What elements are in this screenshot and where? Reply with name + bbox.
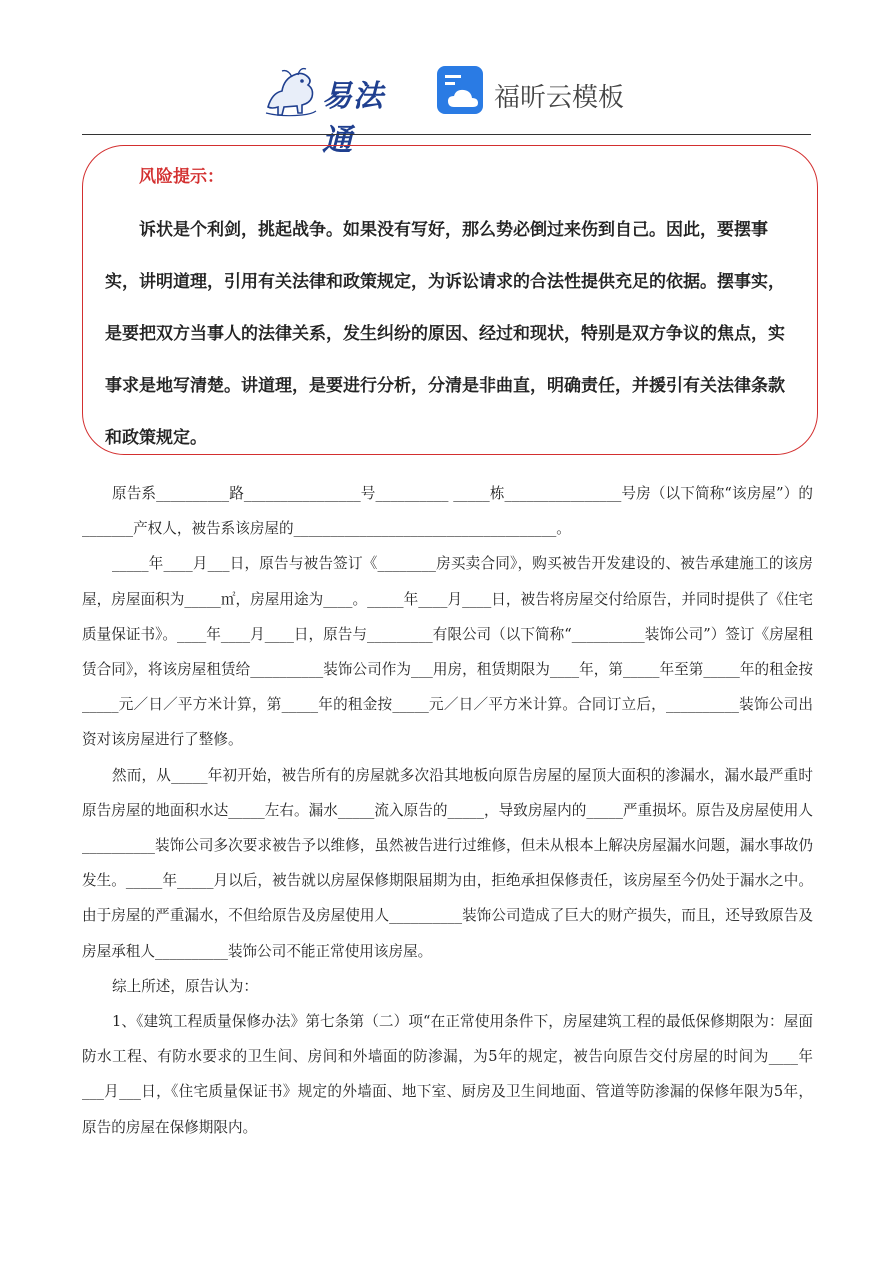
risk-notice-box [82, 145, 818, 455]
paragraph-contract-history: _____年____月___日，原告与被告签订《________房买卖合同》，购买被告开发建设的、被告承建施工的该房屋，房屋面积为_____㎡，房屋用途为____。_____年____月____日，被告将房屋交付给原告，并同时提供了《住宅质量保证书》。____年____月____日，原告与_________有限公司（以下简称“__________装饰公司”）签订《房屋租赁合同》，将该房屋租赁给__________装饰公司作为___用房，租赁期限为____年，第_____年至第_____年的租金按_____元／日／平方米计算，第_____年的租金按_____元／日／平方米计算。合同订立后，__________装饰公司出资对该房屋进行了整修。 [82, 555, 813, 749]
risk-notice-body: 诉状是个利剑，挑起战争。如果没有写好，那么势必倒过来伤到自己。因此，要摆事实，讲明道理，引用有关法律和政策规定，为诉讼请求的合法性提供充足的依据。摆事实，是要把双方当事人的法律关系，发生纠纷的原因、经过和现状，特别是双方争议的焦点，实事求是地写清楚。讲道理，是要进行分析，分清是非曲直，明确责任，并援引有关法律条款和政策规定。 [105, 220, 785, 448]
paragraph-property-info: 原告系__________路________________号__________ _____栋________________号房（以下简称“该房屋”）的_______产权人，被告系该房屋的____________________________________。 [82, 485, 813, 538]
header-divider [82, 134, 811, 135]
logo2-text: 福昕云模板 [494, 83, 625, 113]
paragraph-conclusion-intro: 综上所述，原告认为： [112, 977, 258, 995]
foxit-template-logo [436, 65, 656, 119]
cloud-document-icon [436, 65, 486, 117]
page-header [0, 55, 893, 158]
paragraph-point-1: 1、《建筑工程质量保修办法》第七条第（二）项“在正常使用条件下，房屋建筑工程的最低保修期限为：屋面防水工程、有防水要求的卫生间、房间和外墙面的防渗漏，为5年的规定，被告向原告交付房屋的时间为____年___月___日，《住宅质量保证书》规定的外墙面、地下室、厨房及卫生间地面、管道等防渗漏的保修年限为5年，原告的房屋在保修期限内。 [82, 1013, 813, 1136]
paragraph-leak-facts: 然而，从_____年初开始，被告所有的房屋就多次沿其地板向原告房屋的屋顶大面积的渗漏水，漏水最严重时原告房屋的地面积水达_____左右。漏水_____流入原告的_____，导致房屋内的_____严重损坏。原告及房屋使用人__________装饰公司多次要求被告予以维修，虽然被告进行过维修，但未从根本上解决房屋漏水问题，漏水事故仍发生。_____年_____月以后，被告就以房屋保修期限届期为由，拒绝承担保修责任，该房屋至今仍处于漏水之中。由于房屋的严重漏水，不但给原告及房屋使用人__________装饰公司造成了巨大的财产损失，而且，还导致原告及房屋承租人__________装饰公司不能正常使用该房屋。 [82, 766, 813, 960]
logo1-text: 易法通 [322, 79, 384, 158]
qilin-icon [262, 63, 320, 119]
risk-notice-title: 风险提示： [139, 167, 224, 187]
complaint-body [82, 476, 813, 1145]
yifatong-logo [262, 63, 412, 158]
